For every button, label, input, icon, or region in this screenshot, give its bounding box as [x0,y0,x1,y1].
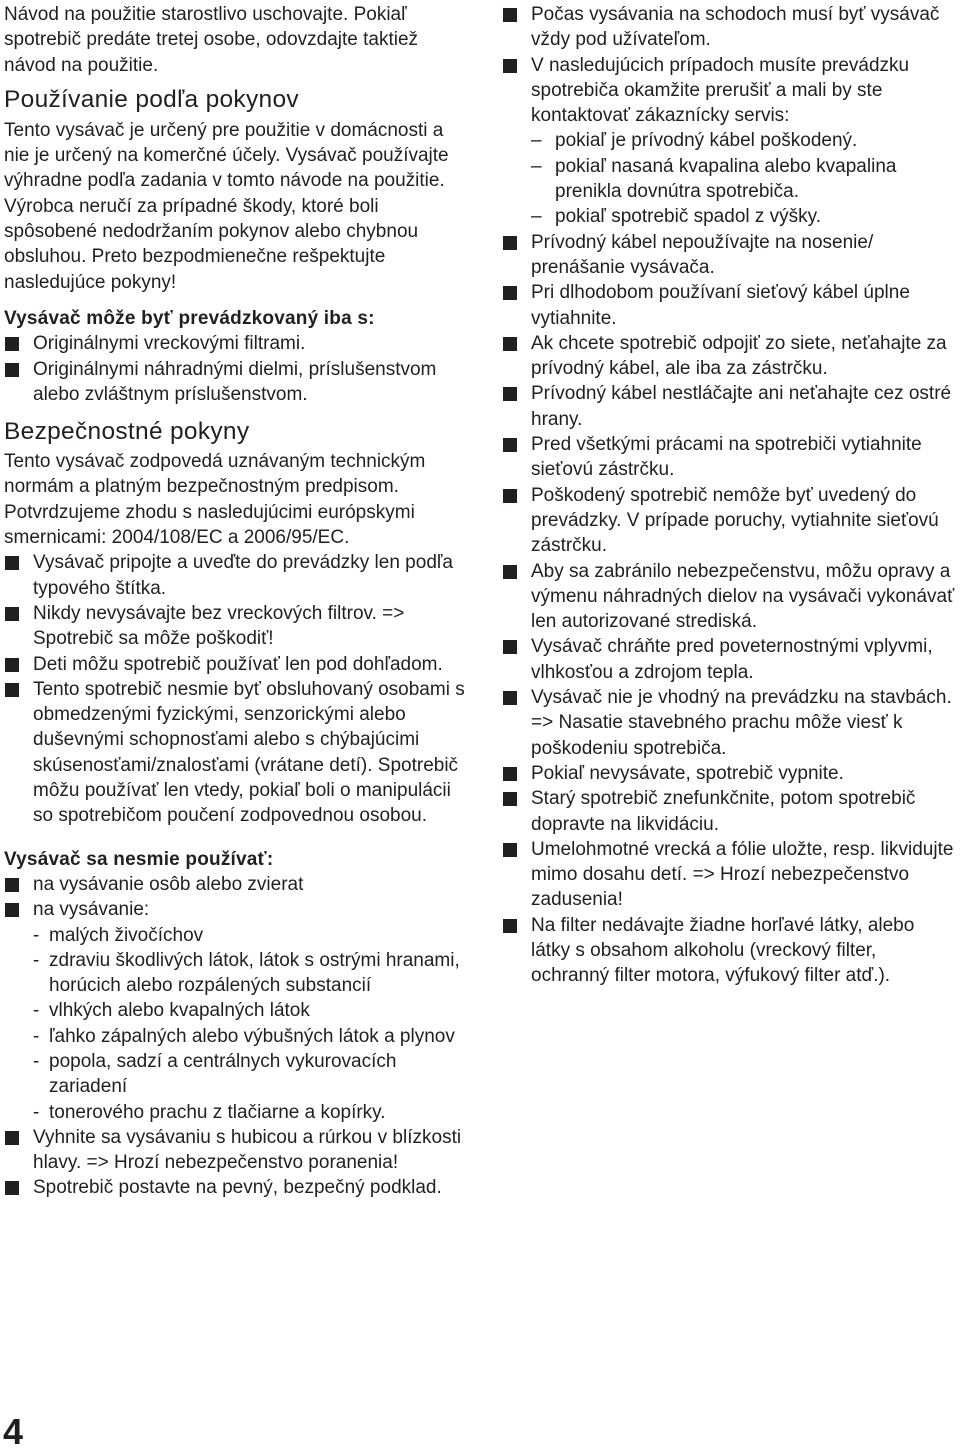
list-item: Nikdy nevysávajte bez vreckových filtrov. => Spotrebič sa môže poškodiť! [4,601,466,652]
list-item: Tento spotrebič nesmie byť obsluhovaný osobami s obmedzenými fyzickými, senzorickými alebo duševnými schopnosťami alebo s chýbajúcimi skúsenosťami/znalosťami (vrátane detí). Spotrebič môžu používať len vtedy, pokiaľ boli o manipulácii so spotrebičom poučení zodpovednou osobou. [4,677,466,829]
right-column [502,2,958,989]
list-item: Starý spotrebič znefunkčnite, potom spotrebič dopravte na likvidáciu. [502,786,958,837]
service-sublist [531,128,958,229]
forbidden-heading: Vysávač sa nesmie používať: [4,848,274,870]
left-column [4,2,466,1201]
list-item: Originálnymi náhradnými dielmi, príslušenstvom alebo zvláštnym príslušenstvom. [4,357,466,408]
list-item: Vysávač pripojte a uveďte do prevádzky len podľa typového štítka. [4,550,466,601]
list-item: Aby sa zabránilo nebezpečenstvu, môžu opravy a výmenu náhradných dielov na vysávači vykonávať len autorizované strediská. [502,559,958,635]
list-item-text: V nasledujúcich prípadoch musíte prevádzku spotrebiča okamžite prerušiť a mali by ste kontaktovať zákaznícky servis: [531,54,910,127]
sublist-item: - tonerového prachu z tlačiarne a kopírky. [33,1100,466,1125]
operate-list [4,331,466,407]
intro-paragraph: Návod na použitie starostlivo uschovajte. Pokiaľ spotrebič predáte tretej osobe, odovzdajte taktiež návod na použitie. [4,4,419,76]
list-item [4,897,466,1125]
list-item-text: na vysávanie: [33,899,150,921]
forbidden-sublist [33,923,466,1125]
sublist-item: – pokiaľ je prívodný kábel poškodený. [531,128,958,153]
list-item: Vyhnite sa vysávaniu s hubicou a rúrkou v blízkosti hlavy. => Hrozí nebezpečenstvo poranenia! [4,1125,466,1176]
list-item: Pokiaľ nevysávate, spotrebič vypnite. [502,761,958,786]
sublist-item: - vlhkých alebo kvapalných látok [33,998,466,1023]
sublist-item: – pokiaľ nasaná kvapalina alebo kvapalina prenikla dovnútra spotrebiča. [531,154,958,205]
safety-list-continued [502,2,958,989]
list-item: Vysávač nie je vhodný na prevádzku na stavbách. => Nasatie stavebného prachu môže viesť k poškodeniu spotrebiča. [502,685,958,761]
list-item: Prívodný kábel nepoužívajte na nosenie/ prenášanie vysávača. [502,230,958,281]
list-item: Originálnymi vreckovými filtrami. [4,331,466,356]
sublist-item: - popola, sadzí a centrálnych vykurovacích zariadení [33,1049,466,1100]
list-item: Umelohmotné vrecká a fólie uložte, resp. likvidujte mimo dosahu detí. => Hrozí nebezpečenstvo zadusenia! [502,837,958,913]
safety-paragraph: Tento vysávač zodpovedá uznávaným technickým normám a platným bezpečnostným predpisom. Potvrdzujeme zhodu s nasledujúcimi európskymi smernicami: 2004/108/EC a 2006/95/EC. [4,451,426,549]
list-item: Poškodený spotrebič nemôže byť uvedený do prevádzky. V prípade poruchy, vytiahnite sieťovú zástrčku. [502,483,958,559]
sublist-item: - zdraviu škodlivých látok, látok s ostrými hranami, horúcich alebo rozpálených substancií [33,948,466,999]
list-item: Pred všetkými prácami na spotrebiči vytiahnite sieťovú zástrčku. [502,432,958,483]
usage-heading: Používanie podľa pokynov [4,85,299,113]
forbidden-list [4,872,466,1201]
page-number: 4 [3,1411,24,1452]
sublist-item: – pokiaľ spotrebič spadol z výšky. [531,204,958,229]
usage-paragraph: Tento vysávač je určený pre použitie v domácnosti a nie je určený na komerčné účely. Vysávač používajte výhradne podľa zadania v tomto návode na použitie. Výrobca neručí za prípadné škody, ktoré boli spôsobené nedodržaním pokynov alebo chybnou obsluhou. Preto bezpodmienečne rešpektujte nasledujúce pokyny! [4,119,449,293]
list-item: Spotrebič postavte na pevný, bezpečný podklad. [4,1175,466,1200]
safety-heading: Bezpečnostné pokyny [4,418,250,446]
sublist-item: - malých živočíchov [33,923,466,948]
operate-heading: Vysávač môže byť prevádzkovaný iba s: [4,307,375,329]
list-item [502,53,958,230]
list-item: Vysávač chráňte pred poveternostnými vplyvmi, vlhkosťou a zdrojom tepla. [502,634,958,685]
list-item: Pri dlhodobom používaní sieťový kábel úplne vytiahnite. [502,280,958,331]
list-item: Počas vysávania na schodoch musí byť vysávač vždy pod užívateľom. [502,2,958,53]
sublist-item: - ľahko zápalných alebo výbušných látok a plynov [33,1024,466,1049]
list-item: na vysávanie osôb alebo zvierat [4,872,466,897]
safety-list [4,550,466,828]
list-item: Ak chcete spotrebič odpojiť zo siete, neťahajte za prívodný kábel, ale iba za zástrčku. [502,331,958,382]
list-item: Prívodný kábel nestláčajte ani neťahajte cez ostré hrany. [502,381,958,432]
list-item: Na filter nedávajte žiadne horľavé látky, alebo látky s obsahom alkoholu (vreckový filter, ochranný filter motora, výfukový filter atď.). [502,913,958,989]
list-item: Deti môžu spotrebič používať len pod dohľadom. [4,652,466,677]
